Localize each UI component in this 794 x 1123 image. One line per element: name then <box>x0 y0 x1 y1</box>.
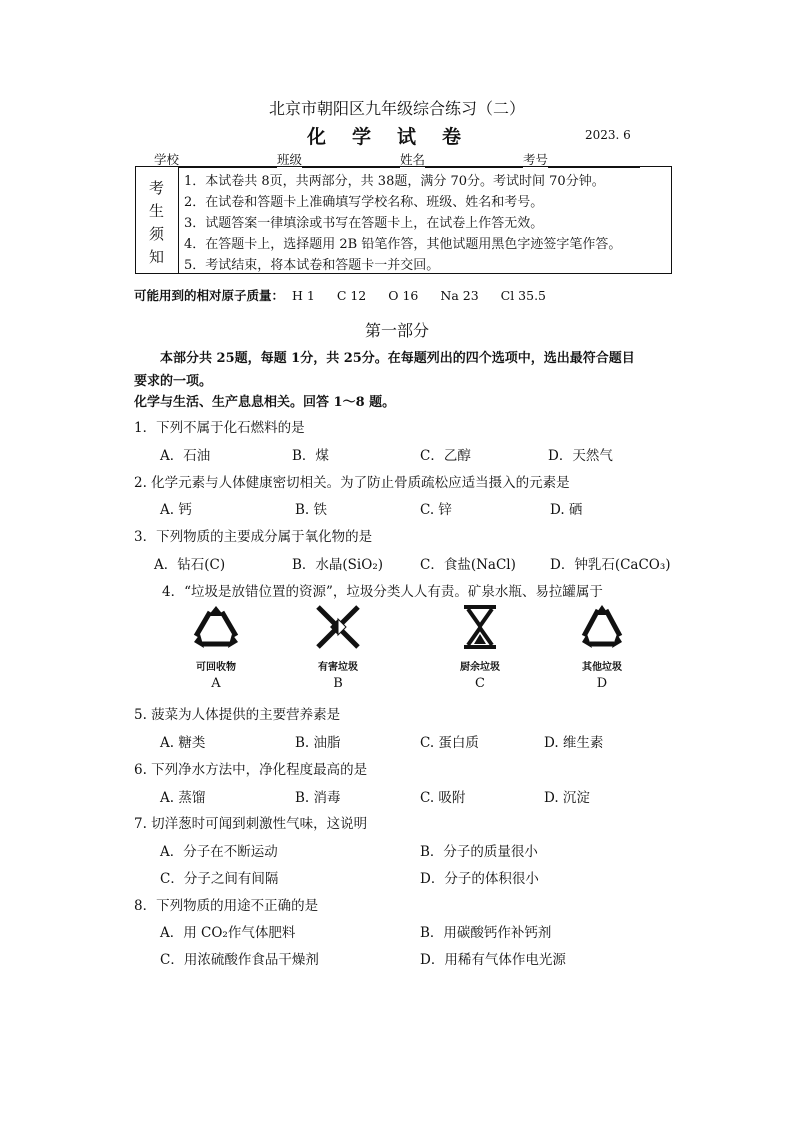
question-stem: 1．下列不属于化石燃料的是 <box>134 420 305 436</box>
option-c[interactable]: C. 吸附 <box>420 790 466 806</box>
option-c[interactable]: C．用浓硫酸作食品干燥剂 <box>160 952 319 968</box>
part-intro-line1: 本部分共 25题，每题 1分，共 25分。在每题列出的四个选项中，选出最符合题目 <box>160 351 635 366</box>
bin-caption: 可回收物 <box>196 662 236 673</box>
side-char: 须 <box>149 225 165 243</box>
section-heading: 化学与生活、生产息息相关。回答 1～8 题。 <box>134 395 396 410</box>
field-school-label: 学校 <box>154 152 180 167</box>
option-a[interactable]: A. 糖类 <box>160 735 206 751</box>
atomic-mass-value: C 12 <box>336 288 367 303</box>
bin-option-b[interactable] <box>298 604 378 691</box>
atomic-mass-line <box>134 286 546 304</box>
option-c[interactable]: C．乙醇 <box>420 448 471 464</box>
bin-caption: 其他垃圾 <box>582 662 622 673</box>
notice-side-label <box>136 167 179 273</box>
option-b[interactable]: B．水晶(SiO₂) <box>292 557 383 573</box>
option-b[interactable]: B. 铁 <box>295 502 328 518</box>
option-b[interactable]: B. 油脂 <box>295 735 341 751</box>
option-d[interactable]: D. 硒 <box>550 502 583 518</box>
question-stem: 6. 下列净水方法中，净化程度最高的是 <box>134 762 368 778</box>
question-stem: 2. 化学元素与人体健康密切相关。为了防止骨质疏松应适当摄入的元素是 <box>134 475 570 491</box>
atomic-mass-value: O 16 <box>388 288 419 303</box>
option-c[interactable]: C. 锌 <box>420 502 452 518</box>
exam-title: 北京市朝阳区九年级综合练习（二） <box>268 99 525 118</box>
option-a[interactable]: A. 钙 <box>160 502 192 518</box>
question-stem: 7. 切洋葱时可闻到刺激性气味，这说明 <box>134 816 368 832</box>
kitchen-waste-icon <box>452 604 508 650</box>
exam-notice-box <box>135 166 672 274</box>
option-d[interactable]: D. 维生素 <box>544 735 604 751</box>
option-b[interactable]: B．用碳酸钙作补钙剂 <box>420 925 552 941</box>
question-stem: 8．下列物质的用途不正确的是 <box>134 898 319 914</box>
subject-title: 化学试卷 <box>306 126 487 148</box>
option-a[interactable]: A．用 CO₂作气体肥料 <box>160 925 296 941</box>
part-intro-line2: 要求的一项。 <box>134 374 213 389</box>
bin-caption: 厨余垃圾 <box>460 662 500 673</box>
option-a[interactable]: A．石油 <box>160 448 211 464</box>
bin-letter: B <box>333 676 343 691</box>
notice-item: 2．在试卷和答题卡上准确填写学校名称、班级、姓名和考号。 <box>184 195 544 210</box>
question-stem: 5. 菠菜为人体提供的主要营养素是 <box>134 707 341 723</box>
side-char: 生 <box>149 202 165 220</box>
bin-letter: A <box>211 676 221 691</box>
option-d[interactable]: D．分子的体积很小 <box>420 871 539 887</box>
side-char: 知 <box>149 248 165 266</box>
bin-option-c[interactable] <box>440 604 520 691</box>
option-a[interactable]: A. 蒸馏 <box>160 790 206 806</box>
field-class-label: 班级 <box>277 152 303 167</box>
option-d[interactable]: D．天然气 <box>548 448 613 464</box>
part-title: 第一部分 <box>364 321 429 340</box>
recyclable-icon <box>188 604 244 650</box>
option-b[interactable]: B. 消毒 <box>295 790 341 806</box>
bin-caption: 有害垃圾 <box>318 662 358 673</box>
option-c[interactable]: C．分子之间有间隔 <box>160 871 279 887</box>
atomic-mass-label: 可能用到的相对原子质量： <box>134 288 285 303</box>
option-a[interactable]: A．钻石(C) <box>154 557 226 573</box>
option-b[interactable]: B．分子的质量很小 <box>420 844 538 860</box>
hazardous-icon <box>310 604 366 650</box>
option-c[interactable]: C．食盐(NaCl) <box>420 557 516 573</box>
bin-option-d[interactable] <box>562 604 642 691</box>
question-stem: 3．下列物质的主要成分属于氧化物的是 <box>134 529 373 545</box>
exam-date: 2023. 6 <box>585 128 631 142</box>
option-d[interactable]: D. 沉淀 <box>544 790 590 806</box>
question-stem: 4．“垃圾是放错位置的资源”，垃圾分类人人有责。矿泉水瓶、易拉罐属于 <box>162 584 603 600</box>
atomic-mass-value: H 1 <box>292 288 315 303</box>
bin-letter: C <box>475 676 485 691</box>
option-b[interactable]: B．煤 <box>292 448 329 464</box>
other-waste-icon <box>574 604 630 650</box>
field-name-label: 姓名 <box>400 152 426 167</box>
option-d[interactable]: D．钟乳石(CaCO₃) <box>550 557 671 573</box>
notice-item: 1．本试卷共 8页，共两部分，共 38题，满分 70分。考试时间 70分钟。 <box>184 174 605 189</box>
option-c[interactable]: C. 蛋白质 <box>420 735 479 751</box>
atomic-mass-value: Na 23 <box>440 288 479 303</box>
atomic-mass-value: Cl 35.5 <box>500 288 547 303</box>
bin-option-a[interactable] <box>176 604 256 691</box>
option-d[interactable]: D．用稀有气体作电光源 <box>420 952 566 968</box>
side-char: 考 <box>149 179 165 197</box>
field-id-label: 考号 <box>523 152 549 167</box>
notice-item: 4．在答题卡上，选择题用 2B 铅笔作答，其他试题用黑色字迹签字笔作答。 <box>184 237 622 252</box>
option-a[interactable]: A．分子在不断运动 <box>160 844 278 860</box>
notice-item: 3．试题答案一律填涂或书写在答题卡上，在试卷上作答无效。 <box>184 216 544 231</box>
bin-letter: D <box>596 676 608 691</box>
notice-item: 5．考试结束，将本试卷和答题卡一并交回。 <box>184 258 440 273</box>
